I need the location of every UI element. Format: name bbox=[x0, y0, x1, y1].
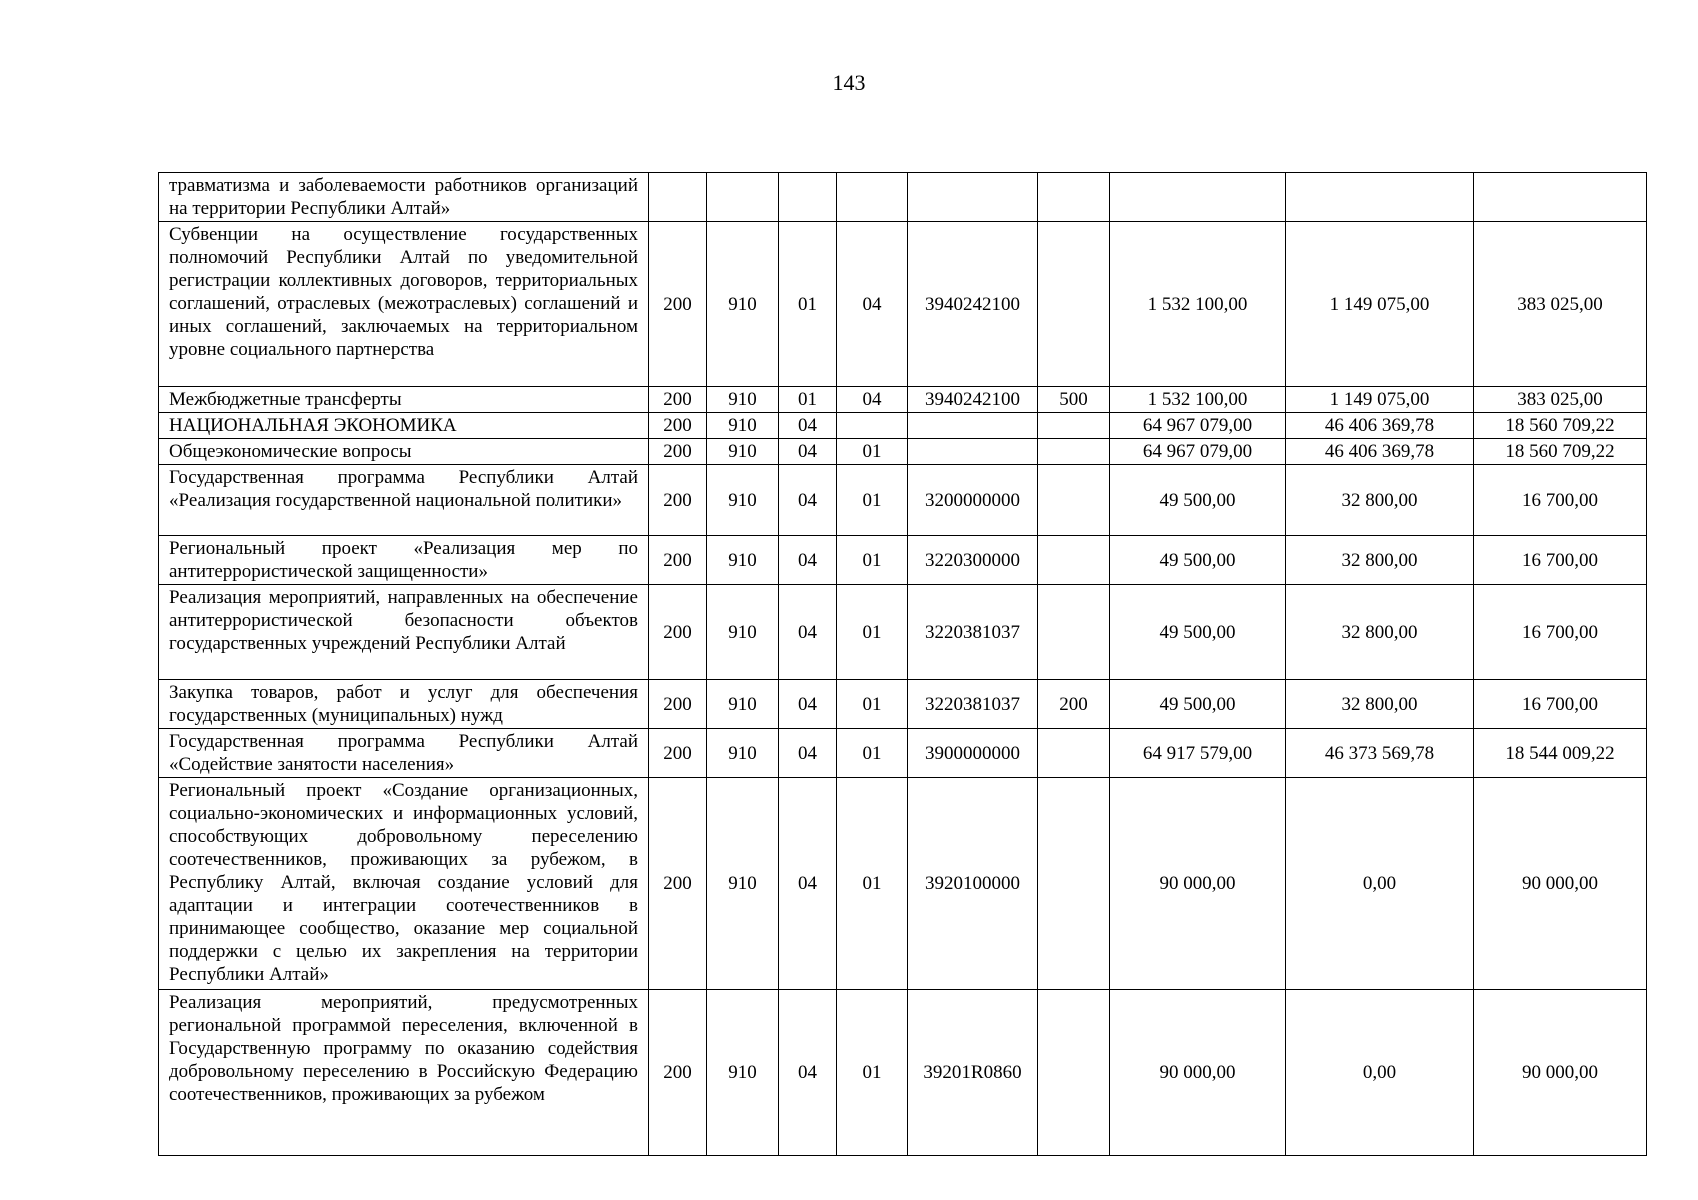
cell-grbs: 910 bbox=[707, 729, 779, 778]
cell-target-article: 3220381037 bbox=[908, 680, 1038, 729]
row-description: Региональный проект «Реализация мер по антитеррористической защищенности» bbox=[159, 536, 649, 585]
cell-amount-1: 1 532 100,00 bbox=[1110, 387, 1286, 413]
cell-target-article bbox=[908, 439, 1038, 465]
table-row bbox=[159, 585, 1647, 680]
cell-expense-type: 200 bbox=[1038, 680, 1110, 729]
cell-amount-3: 18 560 709,22 bbox=[1474, 439, 1647, 465]
cell-target-article: 3200000000 bbox=[908, 465, 1038, 536]
cell-grbs: 910 bbox=[707, 465, 779, 536]
cell-amount-3: 383 025,00 bbox=[1474, 387, 1647, 413]
cell-amount-3: 16 700,00 bbox=[1474, 465, 1647, 536]
cell-target-article: 3220381037 bbox=[908, 585, 1038, 680]
cell-amount-3: 18 544 009,22 bbox=[1474, 729, 1647, 778]
cell-grbs: 910 bbox=[707, 680, 779, 729]
table-row bbox=[159, 729, 1647, 778]
cell-amount-2: 1 149 075,00 bbox=[1286, 222, 1474, 387]
cell-amount-3 bbox=[1474, 173, 1647, 222]
cell-grbs: 910 bbox=[707, 387, 779, 413]
cell-target-article: 3940242100 bbox=[908, 387, 1038, 413]
cell-target-article bbox=[908, 413, 1038, 439]
cell-amount-1: 49 500,00 bbox=[1110, 465, 1286, 536]
cell-grbs: 910 bbox=[707, 536, 779, 585]
row-description: Государственная программа Республики Алтай «Содействие занятости населения» bbox=[159, 729, 649, 778]
cell-amount-3: 90 000,00 bbox=[1474, 778, 1647, 990]
cell-section: 04 bbox=[779, 585, 837, 680]
cell-subsection: 04 bbox=[837, 222, 908, 387]
cell-target-article: 39201R0860 bbox=[908, 990, 1038, 1156]
cell-amount-3: 16 700,00 bbox=[1474, 585, 1647, 680]
cell-amount-2: 32 800,00 bbox=[1286, 536, 1474, 585]
row-description: Реализация мероприятий, направленных на обеспечение антитеррористической безопасности объектов государственных учреждений Республики Алтай bbox=[159, 585, 649, 680]
row-description: НАЦИОНАЛЬНАЯ ЭКОНОМИКА bbox=[159, 413, 649, 439]
cell-target-article: 3920100000 bbox=[908, 778, 1038, 990]
cell-amount-3: 16 700,00 bbox=[1474, 536, 1647, 585]
cell-subsection: 01 bbox=[837, 680, 908, 729]
cell-expense-type bbox=[1038, 173, 1110, 222]
cell-target-article: 3900000000 bbox=[908, 729, 1038, 778]
cell-subsection: 01 bbox=[837, 439, 908, 465]
cell-section: 04 bbox=[779, 536, 837, 585]
cell-amount-1 bbox=[1110, 173, 1286, 222]
cell-ved bbox=[649, 173, 707, 222]
cell-amount-1: 49 500,00 bbox=[1110, 585, 1286, 680]
cell-expense-type bbox=[1038, 990, 1110, 1156]
cell-amount-2: 0,00 bbox=[1286, 990, 1474, 1156]
budget-table bbox=[158, 172, 1647, 1156]
cell-target-article bbox=[908, 173, 1038, 222]
cell-amount-2: 46 406 369,78 bbox=[1286, 439, 1474, 465]
cell-target-article: 3220300000 bbox=[908, 536, 1038, 585]
table-row bbox=[159, 536, 1647, 585]
cell-amount-2 bbox=[1286, 173, 1474, 222]
cell-ved: 200 bbox=[649, 413, 707, 439]
cell-expense-type bbox=[1038, 585, 1110, 680]
cell-amount-1: 1 532 100,00 bbox=[1110, 222, 1286, 387]
table-body bbox=[159, 173, 1647, 1156]
cell-section: 04 bbox=[779, 413, 837, 439]
cell-amount-2: 32 800,00 bbox=[1286, 585, 1474, 680]
cell-grbs: 910 bbox=[707, 222, 779, 387]
cell-grbs: 910 bbox=[707, 990, 779, 1156]
table-row bbox=[159, 465, 1647, 536]
cell-section: 01 bbox=[779, 387, 837, 413]
cell-ved: 200 bbox=[649, 680, 707, 729]
table-row bbox=[159, 173, 1647, 222]
cell-amount-3: 383 025,00 bbox=[1474, 222, 1647, 387]
cell-target-article: 3940242100 bbox=[908, 222, 1038, 387]
page-number: 143 bbox=[832, 70, 866, 95]
cell-grbs: 910 bbox=[707, 585, 779, 680]
cell-subsection: 01 bbox=[837, 465, 908, 536]
cell-amount-1: 64 967 079,00 bbox=[1110, 439, 1286, 465]
cell-amount-2: 46 373 569,78 bbox=[1286, 729, 1474, 778]
table-row bbox=[159, 387, 1647, 413]
row-description: Закупка товаров, работ и услуг для обеспечения государственных (муниципальных) нужд bbox=[159, 680, 649, 729]
cell-grbs: 910 bbox=[707, 439, 779, 465]
cell-ved: 200 bbox=[649, 222, 707, 387]
cell-subsection bbox=[837, 413, 908, 439]
row-description: Реализация мероприятий, предусмотренных региональной программой переселения, включенной в Государственную программу по оказанию содействия добровольному переселению в Российскую Федерацию соотечественников, проживающих за рубежом bbox=[159, 990, 649, 1156]
cell-subsection bbox=[837, 173, 908, 222]
cell-section: 04 bbox=[779, 439, 837, 465]
cell-subsection: 04 bbox=[837, 387, 908, 413]
cell-section: 04 bbox=[779, 680, 837, 729]
cell-expense-type bbox=[1038, 439, 1110, 465]
row-description: Межбюджетные трансферты bbox=[159, 387, 649, 413]
cell-section: 04 bbox=[779, 729, 837, 778]
cell-amount-3: 16 700,00 bbox=[1474, 680, 1647, 729]
cell-subsection: 01 bbox=[837, 536, 908, 585]
cell-amount-1: 49 500,00 bbox=[1110, 680, 1286, 729]
cell-subsection: 01 bbox=[837, 729, 908, 778]
cell-expense-type: 500 bbox=[1038, 387, 1110, 413]
cell-amount-1: 64 917 579,00 bbox=[1110, 729, 1286, 778]
cell-ved: 200 bbox=[649, 536, 707, 585]
cell-amount-3: 90 000,00 bbox=[1474, 990, 1647, 1156]
cell-grbs bbox=[707, 173, 779, 222]
table-row bbox=[159, 222, 1647, 387]
row-description: Региональный проект «Создание организационных, социально-экономических и информационных условий, способствующих добровольному переселению соотечественников, проживающих за рубежом, в Республику Алтай, включая создание условий для адаптации и интеграции соотечественников в принимающее сообщество, оказание мер социальной поддержки с целью их закрепления на территории Республики Алтай» bbox=[159, 778, 649, 990]
row-description: травматизма и заболеваемости работников организаций на территории Республики Алтай» bbox=[159, 173, 649, 222]
cell-ved: 200 bbox=[649, 387, 707, 413]
cell-expense-type bbox=[1038, 729, 1110, 778]
cell-expense-type bbox=[1038, 222, 1110, 387]
table-row bbox=[159, 990, 1647, 1156]
cell-grbs: 910 bbox=[707, 413, 779, 439]
cell-section: 04 bbox=[779, 465, 837, 536]
cell-grbs: 910 bbox=[707, 778, 779, 990]
cell-expense-type bbox=[1038, 413, 1110, 439]
cell-section: 04 bbox=[779, 990, 837, 1156]
cell-section: 01 bbox=[779, 222, 837, 387]
table-row bbox=[159, 778, 1647, 990]
cell-amount-1: 90 000,00 bbox=[1110, 778, 1286, 990]
cell-ved: 200 bbox=[649, 778, 707, 990]
table-row bbox=[159, 439, 1647, 465]
cell-expense-type bbox=[1038, 465, 1110, 536]
cell-expense-type bbox=[1038, 778, 1110, 990]
cell-ved: 200 bbox=[649, 990, 707, 1156]
cell-amount-2: 32 800,00 bbox=[1286, 680, 1474, 729]
cell-amount-3: 18 560 709,22 bbox=[1474, 413, 1647, 439]
table-row bbox=[159, 680, 1647, 729]
cell-ved: 200 bbox=[649, 439, 707, 465]
table-row bbox=[159, 413, 1647, 439]
row-description: Субвенции на осуществление государственных полномочий Республики Алтай по уведомительной регистрации коллективных договоров, территориальных соглашений, отраслевых (межотраслевых) соглашений и иных соглашений, заключаемых на территориальном уровне социального партнерства bbox=[159, 222, 649, 387]
cell-subsection: 01 bbox=[837, 585, 908, 680]
cell-amount-1: 49 500,00 bbox=[1110, 536, 1286, 585]
cell-subsection: 01 bbox=[837, 990, 908, 1156]
cell-amount-1: 90 000,00 bbox=[1110, 990, 1286, 1156]
row-description: Государственная программа Республики Алтай «Реализация государственной национальной политики» bbox=[159, 465, 649, 536]
cell-amount-2: 32 800,00 bbox=[1286, 465, 1474, 536]
cell-subsection: 01 bbox=[837, 778, 908, 990]
cell-amount-2: 1 149 075,00 bbox=[1286, 387, 1474, 413]
cell-expense-type bbox=[1038, 536, 1110, 585]
cell-ved: 200 bbox=[649, 729, 707, 778]
cell-amount-2: 46 406 369,78 bbox=[1286, 413, 1474, 439]
cell-section bbox=[779, 173, 837, 222]
cell-amount-2: 0,00 bbox=[1286, 778, 1474, 990]
cell-ved: 200 bbox=[649, 465, 707, 536]
cell-amount-1: 64 967 079,00 bbox=[1110, 413, 1286, 439]
row-description: Общеэкономические вопросы bbox=[159, 439, 649, 465]
cell-ved: 200 bbox=[649, 585, 707, 680]
cell-section: 04 bbox=[779, 778, 837, 990]
